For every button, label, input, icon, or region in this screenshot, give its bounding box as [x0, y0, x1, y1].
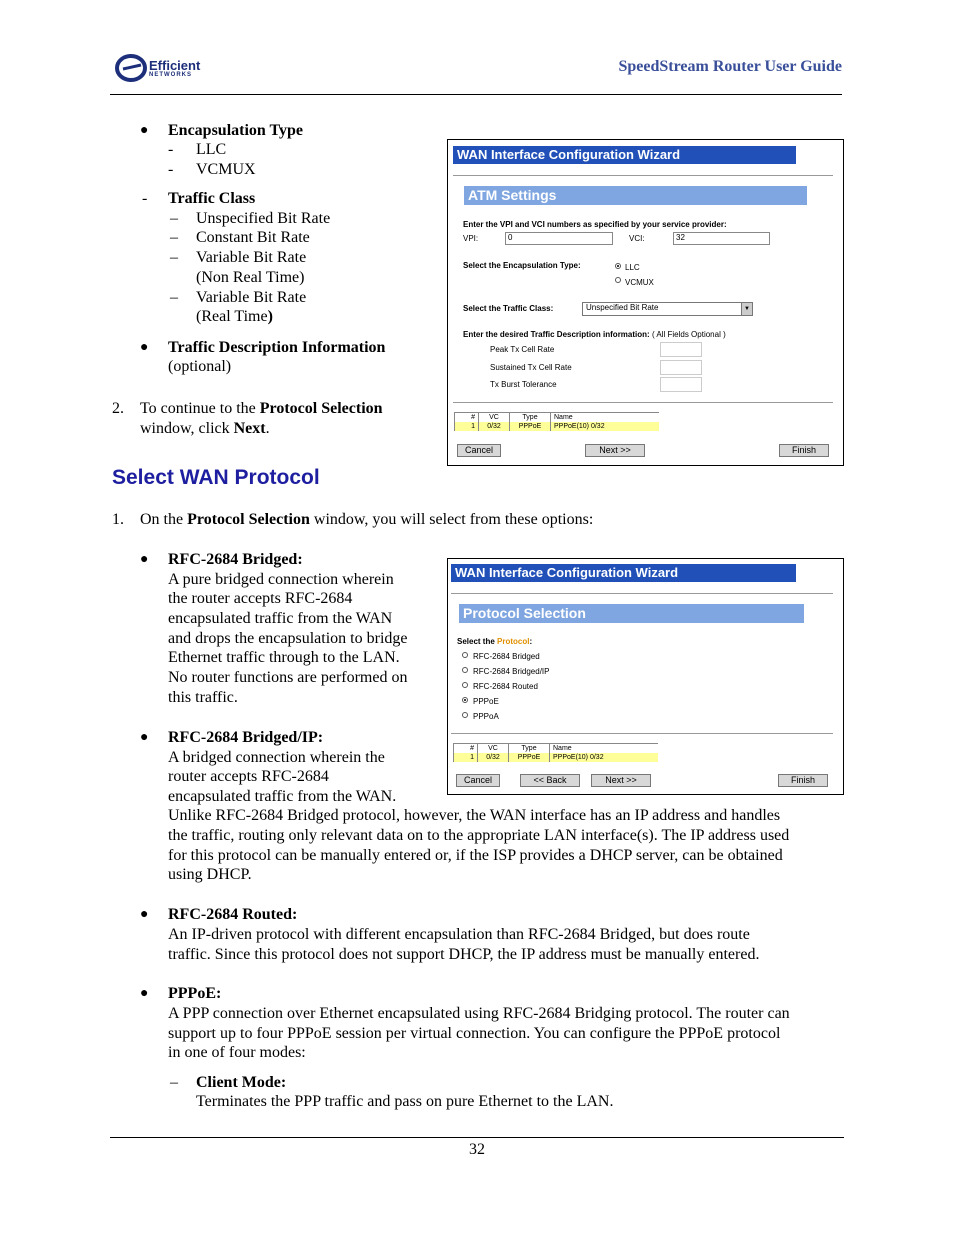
vpi-prompt: Enter the VPI and VCI numbers as specified by your service provider: — [463, 220, 727, 229]
vpi-input[interactable]: 0 — [505, 232, 613, 245]
table-header: # — [454, 744, 478, 754]
text-bold: Protocol Selection — [259, 400, 383, 417]
table-header-row — [455, 413, 660, 423]
vci-input[interactable]: 32 — [673, 232, 770, 245]
table-cell: 1 — [454, 753, 478, 762]
traffic-item-wrap — [196, 307, 273, 327]
traffic-item: Variable Bit Rate — [196, 249, 307, 266]
text-line: encapsulated traffic from the WAN — [168, 610, 393, 627]
step-number: 2. — [112, 400, 124, 417]
back-button[interactable]: << Back — [520, 774, 580, 787]
burst-input[interactable] — [660, 377, 702, 392]
dash-icon: – — [170, 229, 178, 246]
text: window, you will select from these options: — [309, 511, 594, 528]
bullet-icon: ● — [140, 730, 149, 745]
text: . — [265, 420, 270, 437]
rfc-bridged-radio[interactable] — [462, 652, 468, 658]
divider — [453, 175, 833, 176]
table-cell: PPPoE(10) 0/32 — [550, 753, 659, 762]
text-line: encapsulated traffic from the WAN. — [168, 788, 397, 805]
dash-icon: - — [168, 141, 174, 158]
dash-icon: – — [170, 289, 178, 306]
bullet-icon: ● — [140, 340, 149, 355]
traffic-class-select[interactable] — [582, 302, 753, 316]
text-line: for this protocol can be manually entered or, if the ISP provides a DHCP server, can be obtained — [168, 847, 783, 864]
peak-label: Peak Tx Cell Rate — [490, 345, 555, 354]
dash-icon: – — [170, 210, 178, 227]
text-line: the traffic, routing only relevant data on to the appropriate LAN interface(s). The IP address used — [168, 827, 790, 844]
dash-icon: - — [168, 161, 174, 178]
traffic-item: (Real Time — [196, 308, 268, 325]
cancel-button[interactable]: Cancel — [456, 774, 500, 787]
text: Select the — [457, 637, 498, 646]
finish-button[interactable]: Finish — [779, 444, 829, 457]
desc-prompt: Enter the desired Traffic Description information: — [463, 330, 650, 339]
divider — [451, 733, 833, 734]
llc-radio[interactable] — [615, 263, 621, 269]
text-line: Terminates the PPP traffic and pass on pure Ethernet to the LAN. — [196, 1093, 614, 1110]
wizard-title: WAN Interface Configuration Wizard — [451, 564, 796, 582]
wizard-subtitle: Protocol Selection — [459, 604, 804, 623]
option-label: PPPoE — [473, 697, 499, 706]
text-bold: Protocol Selection — [187, 511, 310, 528]
vcmux-radio[interactable] — [615, 277, 621, 283]
text-line: Ethernet traffic through to the LAN. — [168, 649, 400, 666]
table-cell: 0/32 — [478, 753, 509, 762]
wizard-title: WAN Interface Configuration Wizard — [453, 146, 796, 164]
table-cell: PPPoE — [510, 422, 551, 431]
encap-prompt: Select the Encapsulation Type: — [463, 261, 581, 270]
option-label: PPPoA — [473, 712, 499, 721]
text-line: in one of four modes: — [168, 1044, 306, 1061]
table-header: Name — [551, 413, 660, 423]
vpi-label: VPI: — [463, 234, 479, 243]
text-line: traffic. Since this protocol does not support DHCP, the IP address must be manually entered. — [168, 946, 760, 963]
company-logo — [115, 52, 210, 84]
text: window, click — [140, 420, 234, 437]
traffic-title: Traffic Class — [168, 190, 256, 207]
next-button[interactable]: Next >> — [585, 444, 645, 457]
wizard-subtitle: ATM Settings — [464, 186, 807, 205]
desc-title: Traffic Description Information — [168, 339, 386, 356]
table-header: Name — [550, 744, 659, 754]
table-cell: 0/32 — [479, 422, 510, 431]
option-label: RFC-2684 Bridged — [473, 652, 540, 661]
table-cell: 1 — [455, 422, 479, 431]
rfc-routed-radio[interactable] — [462, 682, 468, 688]
bridged-title: RFC-2684 Bridged: — [168, 551, 303, 568]
vc-table — [453, 743, 658, 762]
bullet-icon: ● — [140, 552, 149, 567]
text-line: A bridged connection wherein the — [168, 749, 385, 766]
table-header: Type — [509, 744, 550, 754]
traffic-close: ) — [267, 308, 273, 325]
dash-icon: - — [142, 190, 148, 207]
text-line: this traffic. — [168, 689, 238, 706]
traffic-item: Constant Bit Rate — [196, 229, 310, 246]
text-line: A PPP connection over Ethernet encapsulated using RFC-2684 Bridging protocol. The router can — [168, 1005, 790, 1022]
finish-button[interactable]: Finish — [778, 774, 828, 787]
text-line: router accepts RFC-2684 — [168, 768, 329, 785]
chevron-down-icon[interactable]: ▼ — [741, 303, 752, 315]
vcmux-label: VCMUX — [625, 278, 654, 287]
text-line: using DHCP. — [168, 866, 252, 883]
text-line: No router functions are performed on — [168, 669, 408, 686]
dash-icon: – — [170, 1074, 178, 1091]
text-highlight: Protocol — [497, 637, 530, 646]
traffic-item: (Non Real Time) — [196, 269, 305, 286]
divider — [451, 593, 833, 594]
table-row[interactable] — [455, 422, 660, 431]
option-label: RFC-2684 Routed — [473, 682, 538, 691]
desc-prompt-line — [463, 330, 726, 339]
dash-icon: – — [170, 249, 178, 266]
footer-rule — [110, 1137, 844, 1138]
text-line: An IP-driven protocol with different encapsulation than RFC-2684 Bridged, but does route — [168, 926, 750, 943]
table-row[interactable] — [454, 753, 659, 762]
step-text — [140, 510, 593, 530]
text: : — [529, 637, 533, 646]
traffic-item: Variable Bit Rate — [196, 289, 307, 306]
text: On the — [140, 511, 188, 528]
routed-title: RFC-2684 Routed: — [168, 906, 298, 923]
section-heading: Select WAN Protocol — [112, 466, 320, 489]
atm-settings-wizard — [447, 139, 844, 466]
select-value: Unspecified Bit Rate — [586, 303, 659, 312]
bullet-icon: ● — [140, 907, 149, 922]
next-button[interactable]: Next >> — [591, 774, 651, 787]
vci-label: VCI: — [629, 234, 645, 243]
text-line: Unlike RFC-2684 Bridged protocol, however, the WAN interface has an IP address and handles — [168, 807, 781, 824]
pppoe-title: PPPoE: — [168, 985, 222, 1002]
logo-sub-text: NETWORKS — [149, 72, 192, 78]
encap-item: VCMUX — [196, 161, 256, 178]
text-bold: Next — [233, 420, 266, 437]
table-cell: PPPoE — [509, 753, 550, 762]
header-rule — [110, 94, 842, 95]
cancel-button[interactable]: Cancel — [457, 444, 501, 457]
peak-input[interactable] — [660, 342, 702, 357]
step-number: 1. — [112, 511, 124, 528]
llc-label: LLC — [625, 263, 640, 272]
bullet-icon: ● — [140, 986, 149, 1001]
sustained-input[interactable] — [660, 360, 702, 375]
table-header: # — [455, 413, 479, 423]
text-line: and drops the encapsulation to bridge — [168, 630, 408, 647]
encap-item: LLC — [196, 141, 227, 158]
text: To continue to the — [140, 400, 260, 417]
logo-swoosh-icon — [115, 53, 149, 83]
text-line: the router accepts RFC-2684 — [168, 590, 353, 607]
table-header: Type — [510, 413, 551, 423]
page-number: 32 — [469, 1141, 485, 1158]
traffic-item: Unspecified Bit Rate — [196, 210, 331, 227]
option-label: RFC-2684 Bridged/IP — [473, 667, 550, 676]
client-title: Client Mode: — [196, 1074, 287, 1091]
class-prompt: Select the Traffic Class: — [463, 304, 554, 313]
bridgedip-title: RFC-2684 Bridged/IP: — [168, 729, 324, 746]
bullet-icon: ● — [140, 123, 149, 138]
pppoa-radio[interactable] — [462, 712, 468, 718]
step-text-line2 — [140, 419, 270, 439]
table-cell: PPPoE(10) 0/32 — [551, 422, 660, 431]
vc-table — [454, 412, 659, 431]
desc-optional: ( All Fields Optional ) — [651, 330, 726, 339]
table-header: VC — [478, 744, 509, 754]
pppoe-radio[interactable] — [462, 697, 468, 703]
document-title: SpeedStream Router User Guide — [618, 58, 842, 75]
table-header: VC — [479, 413, 510, 423]
table-header-row — [454, 744, 659, 754]
logo-main-text: Efficient — [149, 58, 201, 73]
protocol-prompt — [457, 637, 532, 646]
text-line: A pure bridged connection wherein — [168, 571, 394, 588]
encap-title: Encapsulation Type — [168, 122, 304, 139]
divider — [453, 402, 833, 403]
desc-sub: (optional) — [168, 358, 232, 375]
text-line: support up to four PPPoE session per virtual connection. You can configure the PPPoE protocol — [168, 1025, 781, 1042]
protocol-selection-wizard — [447, 558, 844, 795]
burst-label: Tx Burst Tolerance — [490, 380, 557, 389]
rfc-bridged-ip-radio[interactable] — [462, 667, 468, 673]
step-text-line1 — [140, 399, 383, 419]
sustained-label: Sustained Tx Cell Rate — [490, 363, 572, 372]
